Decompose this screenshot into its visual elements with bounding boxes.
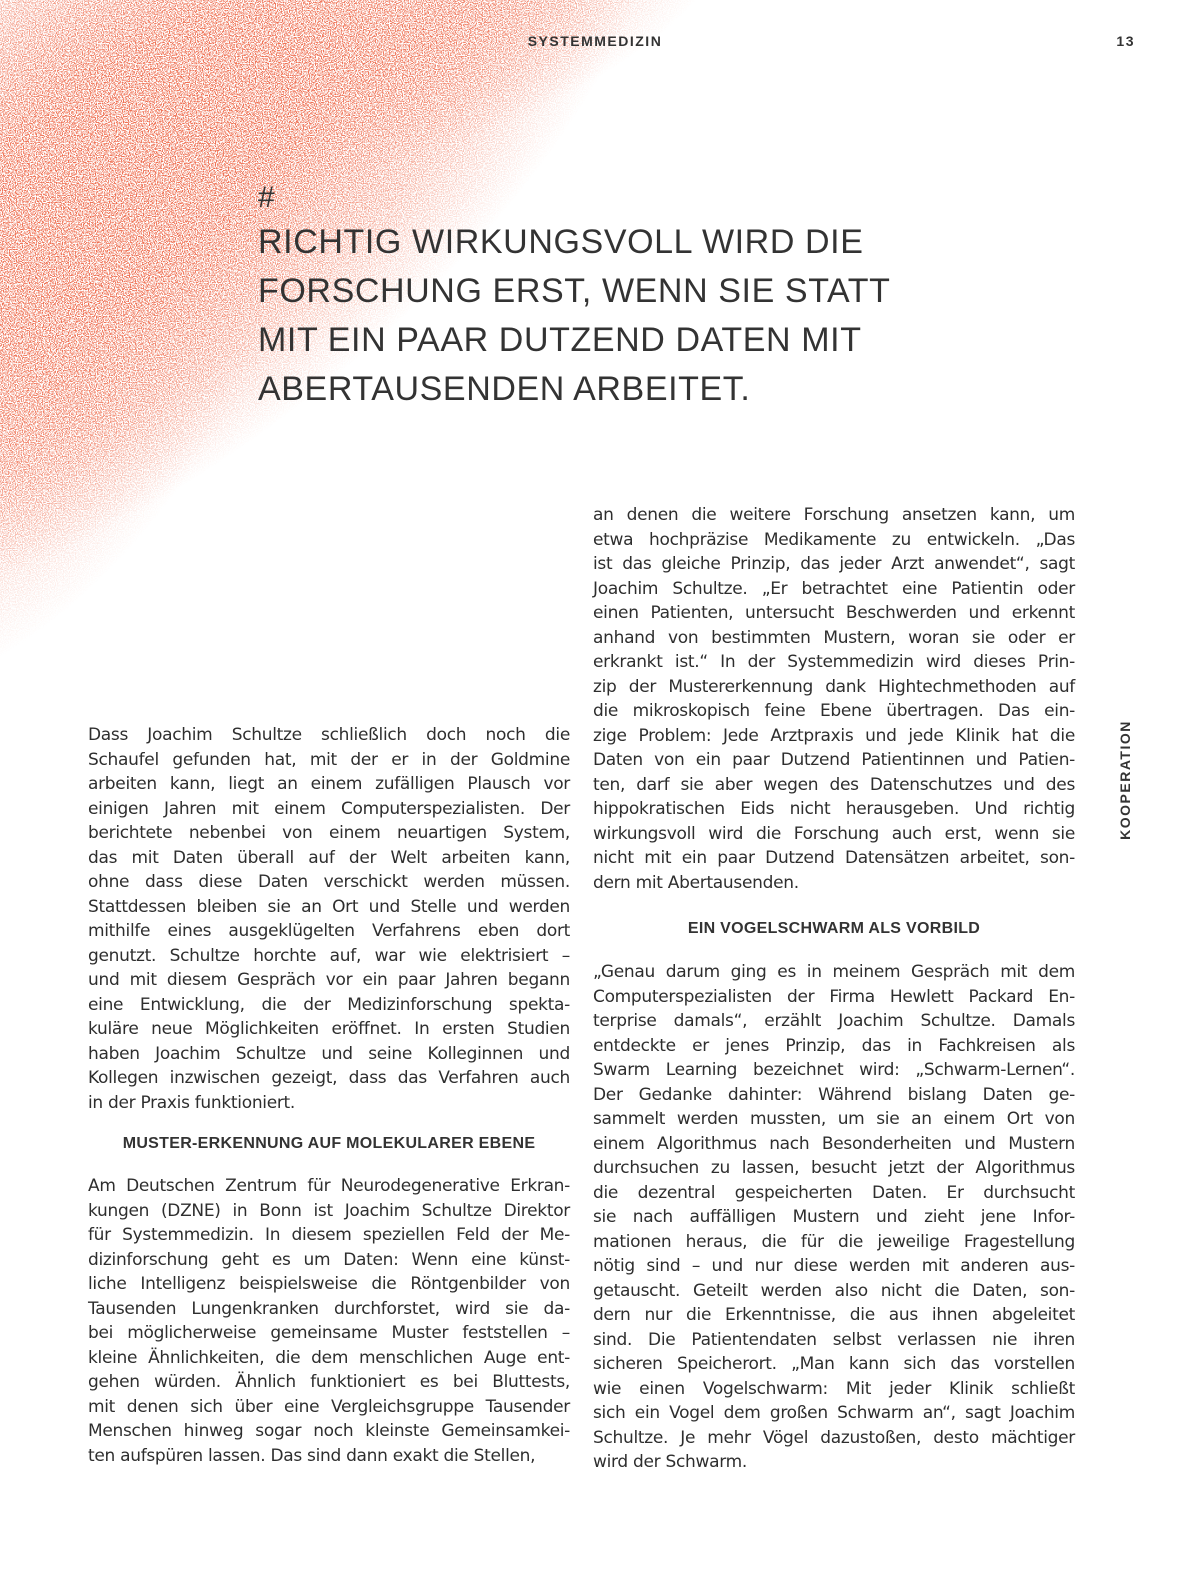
text-line: wird der Schwarm.: [593, 1452, 747, 1472]
left-paragraph-1: [88, 723, 570, 1115]
text-line: „Genau darum ging es in meinem Gespräch mit dem: [593, 962, 1075, 982]
text-line: nötig sind – und nur diese werden mit anderen aus-: [593, 1256, 1075, 1276]
text-line: nicht mit ein paar Dutzend Datensätzen arbeitet, son-: [593, 848, 1075, 868]
text-line: sicheren Speicherort. „Man kann sich das vorstellen: [593, 1354, 1075, 1374]
running-header-section: SYSTEMMEDIZIN: [527, 33, 663, 49]
text-line: Tausenden Lungenkranken durchforstet, wird sie da-: [88, 1298, 570, 1319]
subheading-muster-erkennung: MUSTER-ERKENNUNG AUF MOLEKULARER EBENE: [122, 1135, 536, 1152]
text-line: Kollegen inzwischen gezeigt, dass das Verfahren auch: [88, 1068, 570, 1088]
text-line: mithilfe eines ausgeklügelten Verfahrens eben dort: [88, 921, 570, 941]
text-line: sammelt werden mussten, um sie an einem Ort von: [593, 1109, 1075, 1129]
text-line: Stattdessen bleiben sie an Ort und Stelle und werden: [88, 896, 570, 917]
text-line: terprise damals“, erzählt Joachim Schultze. Damals: [593, 1011, 1075, 1031]
text-line: in der Praxis funktioniert.: [88, 1092, 296, 1113]
text-line: erkrankt ist.“ In der Systemmedizin wird dieses Prin-: [593, 652, 1075, 672]
text-line: liche Intelligenz beispielsweise die Röntgenbilder von: [88, 1274, 570, 1294]
pull-quote-lines: [258, 218, 891, 414]
text-line: Schultze. Je mehr Vögel dazustoßen, desto mächtiger: [593, 1427, 1075, 1448]
text-line: dizinforschung geht es um Daten: Wenn eine künst-: [88, 1249, 570, 1270]
pull-quote-line: ABERTAUSENDEN ARBEITET.: [258, 370, 751, 408]
pull-quote-line: RICHTIG WIRKUNGSVOLL WIRD DIE: [258, 223, 864, 261]
text-line: kungen (DZNE) in Bonn ist Joachim Schultze Direktor: [88, 1200, 570, 1221]
text-line: wie einen Vogelschwarm: Mit jeder Klinik schließt: [593, 1378, 1075, 1399]
text-line: zip der Mustererkennung dank Hightechmethoden auf: [593, 676, 1075, 697]
text-line: Menschen hinweg sogar noch kleinste Gemeinsamkei-: [88, 1421, 570, 1441]
text-line: Daten von ein paar Dutzend Patientinnen und Patien-: [593, 750, 1075, 770]
text-line: anhand von bestimmten Mustern, woran sie oder er: [593, 627, 1075, 648]
text-line: für Systemmedizin. In diesem speziellen Feld der Me-: [88, 1225, 570, 1245]
text-line: getauscht. Geteilt werden also nicht die Daten, son-: [593, 1280, 1075, 1301]
text-line: kleine Ähnlichkeiten, die dem menschlichen Auge ent-: [88, 1347, 570, 1368]
text-line: etwa hochpräzise Medikamente zu entwickeln. „Das: [593, 529, 1075, 550]
text-line: die dezentral gespeicherten Daten. Er durchsucht: [593, 1182, 1075, 1203]
pull-quote-line: FORSCHUNG ERST, WENN SIE STATT: [258, 272, 891, 310]
page-number: 13: [1116, 33, 1135, 49]
text-line: Schaufel gefunden hat, mit der er in der Goldmine: [88, 749, 570, 770]
text-line: zige Problem: Jede Arztpraxis und jede Klinik hat die: [593, 725, 1075, 746]
text-line: gehen würden. Ähnlich funktioniert es bei Bluttests,: [88, 1372, 570, 1392]
text-line: sich ein Vogel dem großen Schwarm an“, sagt Joachim: [593, 1403, 1075, 1423]
text-line: entdeckte er jenes Prinzip, das in Fachkreisen als: [593, 1035, 1075, 1056]
text-line: ist das gleiche Prinzip, das jeder Arzt anwendet“, sagt: [593, 554, 1075, 574]
text-line: genutzt. Schultze horchte auf, war wie elektrisiert –: [88, 945, 570, 966]
text-line: wirkungsvoll wird die Forschung auch erst, wenn sie: [593, 823, 1075, 844]
text-line: dern nur die Erkenntnisse, die aus ihnen abgeleitet: [593, 1305, 1075, 1325]
text-line: ten aufspüren lassen. Das sind dann exakt die Stellen,: [88, 1445, 536, 1466]
text-line: kuläre neue Möglichkeiten eröffnet. In ersten Studien: [88, 1019, 570, 1039]
text-line: mit denen sich über eine Vergleichsgruppe Tausender: [88, 1396, 570, 1417]
text-line: die mikroskopisch feine Ebene übertragen. Das ein-: [593, 701, 1075, 721]
text-line: hippokratischen Eids nicht herausgeben. Und richtig: [593, 799, 1075, 819]
text-line: ten, darf sie aber wegen des Datenschutzes und des: [593, 774, 1075, 795]
text-line: Swarm Learning bezeichnet wird: „Schwarm-Lernen“.: [593, 1060, 1075, 1080]
pull-quote: [258, 178, 891, 414]
right-paragraph-1: [593, 503, 1075, 895]
text-line: berichtete nebenbei von einem neuartigen System,: [88, 823, 570, 843]
text-line: bei möglicherweise gemeinsame Muster feststellen –: [88, 1323, 570, 1343]
right-column: [593, 503, 1075, 1475]
text-line: einen Patienten, untersucht Beschwerden und erkennt: [593, 603, 1075, 623]
section-side-tab: KOOPERATION: [1117, 720, 1133, 840]
text-line: mationen heraus, die für die jeweilige Fragestellung: [593, 1231, 1075, 1252]
text-line: eine Entwicklung, die der Medizinforschung spekta-: [88, 994, 570, 1015]
text-line: das mit Daten überall auf der Welt arbeiten kann,: [88, 847, 570, 868]
text-line: an denen die weitere Forschung ansetzen kann, um: [593, 505, 1075, 525]
text-line: einigen Jahren mit einem Computerspezialisten. Der: [88, 798, 570, 819]
subheading-vogelschwarm: EIN VOGELSCHWARM ALS VORBILD: [687, 920, 981, 937]
text-line: haben Joachim Schultze und seine Kolleginnen und: [88, 1043, 570, 1064]
text-line: dern mit Abertausenden.: [593, 872, 799, 893]
text-line: Dass Joachim Schultze schließlich doch noch die: [88, 725, 570, 745]
left-column: [88, 723, 570, 1468]
text-line: sind. Die Patientendaten selbst verlassen nie ihren: [593, 1329, 1075, 1350]
text-line: sie nach auffälligen Mustern und zieht jene Infor-: [593, 1207, 1075, 1227]
text-line: arbeiten kann, liegt an einem zufälligen Plausch vor: [88, 774, 570, 794]
hash-icon: #: [258, 181, 275, 214]
text-line: Computerspezialisten der Firma Hewlett Packard En-: [593, 986, 1075, 1007]
text-line: einem Algorithmus nach Besonderheiten und Mustern: [593, 1133, 1075, 1154]
pull-quote-line: MIT EIN PAAR DUTZEND DATEN MIT: [258, 321, 862, 359]
text-line: Am Deutschen Zentrum für Neurodegenerative Erkran-: [88, 1176, 570, 1196]
text-line: und mit diesem Gespräch vor ein paar Jahren begann: [88, 970, 570, 990]
text-line: durchsuchen zu lassen, besucht jetzt der Algorithmus: [593, 1158, 1075, 1178]
text-line: ohne dass diese Daten verschickt werden müssen.: [88, 872, 570, 892]
text-line: Joachim Schultze. „Er betrachtet eine Patientin oder: [593, 578, 1075, 599]
right-paragraph-2: [593, 960, 1075, 1475]
left-paragraph-2: [88, 1174, 570, 1468]
text-line: Der Gedanke dahinter: Während bislang Daten ge-: [593, 1084, 1075, 1105]
